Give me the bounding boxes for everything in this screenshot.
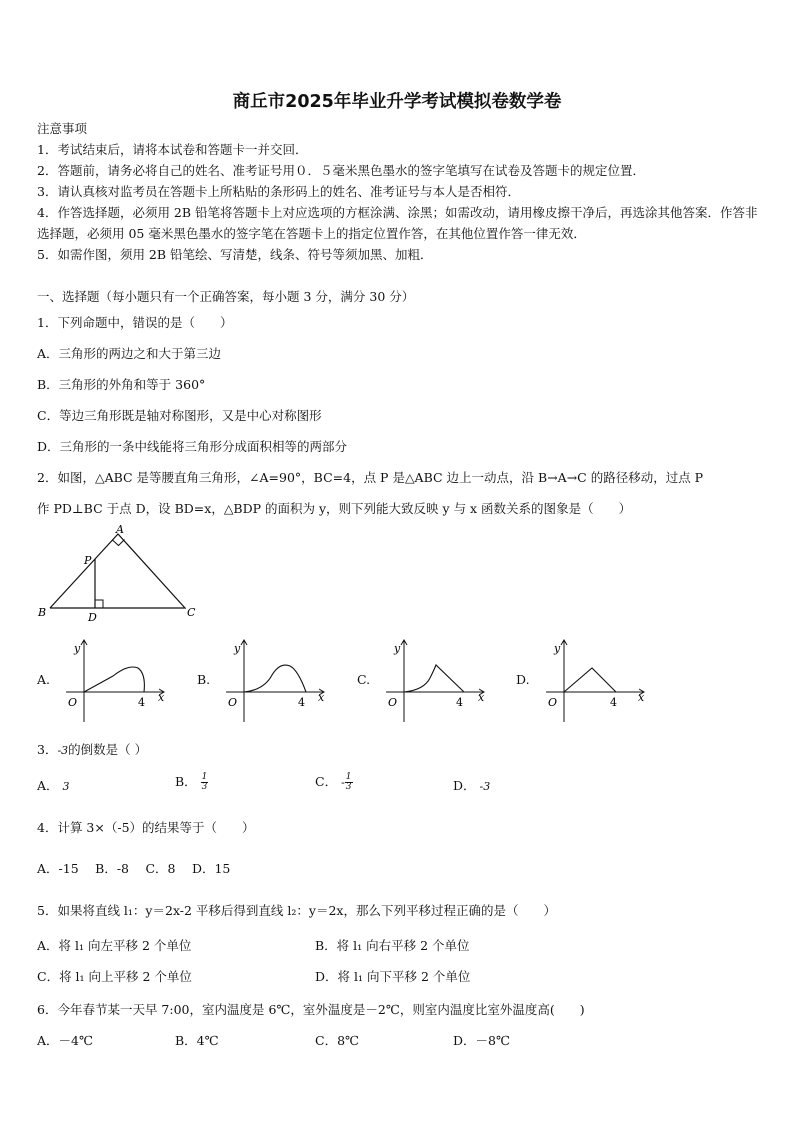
question-6-stem: 6．今年春节某一天早 7:00，室内温度是 6℃，室外温度是－2℃，则室内温度比室外温度高( ) — [37, 1002, 585, 1017]
note-item: 1．考试结束后，请将本试卷和答题卡一并交回． — [37, 142, 308, 157]
note-item: 3．请认真核对监考员在答题卡上所粘贴的条形码上的姓名、准考证号与本人是否相符． — [37, 184, 520, 199]
svg-text:x: x — [318, 691, 325, 704]
question-6-option-d: D．－8℃ — [453, 1033, 510, 1048]
svg-text:O: O — [548, 696, 558, 709]
note-item: 2．答题前，请务必将自己的姓名、准考证号用０．５毫米黑色墨水的签字笔填写在试卷及答题卡的规定位置． — [37, 163, 645, 178]
question-5-stem: 5．如果将直线 l₁：y＝2x-2 平移后得到直线 l₂：y＝2x，那么下列平移过程正确的是（ ） — [37, 903, 556, 918]
svg-text:O: O — [388, 696, 398, 709]
question-1-option-c: C．等边三角形既是轴对称图形，又是中心对称图形 — [37, 408, 322, 423]
page-title: 商丘市2025年毕业升学考试模拟卷数学卷 — [232, 92, 562, 112]
right-angle-mark-a — [113, 540, 125, 546]
triangle-figure — [30, 524, 205, 624]
question-1-option-a: A．三角形的两边之和大于第三边 — [37, 346, 222, 361]
right-angle-mark-d — [95, 600, 103, 608]
question-1-stem: 1．下列命题中，错误的是（ ） — [37, 315, 233, 330]
question-5-option-a: A．将 l₁ 向左平移 2 个单位 — [37, 938, 192, 953]
question-4-stem: 4．计算 3×（-5）的结果等于（ ） — [37, 820, 255, 835]
question-3-option-c: C． - $\frac{1}{3}$ — [315, 772, 352, 792]
question-1-option-b: B．三角形的外角和等于 360° — [37, 377, 206, 392]
label-p: P — [84, 554, 92, 567]
question-1-option-d: D．三角形的一条中线能将三角形分成面积相等的两部分 — [37, 439, 348, 454]
label-c: C — [187, 606, 196, 619]
question-4-options: A．-15 B．-8 C．8 D．15 — [37, 861, 231, 876]
question-2-stem-line2: 作 PD⊥BC 于点 D，设 BD=x，△BDP 的面积为 y，则下列能大致反映 y 与 x 函数关系的图象是（ ） — [37, 501, 632, 516]
graph-option-d — [538, 630, 658, 725]
note-item: 4．作答选择题，必须用 2B 铅笔将答题卡上对应选项的方框涂满、涂黑；如需改动，请用橡皮擦干净后，再选涂其他答案．作答非选择题，必须用 05 毫米黑色墨水的签字笔在答题卡上的指定位置作答，在其他位置作答一律无效． — [37, 205, 758, 241]
option-letter-c: C. — [357, 672, 371, 687]
question-6-option-a: A．－4℃ — [37, 1033, 93, 1048]
graph-option-c — [378, 630, 498, 725]
notes-heading: 注意事项 — [37, 121, 88, 136]
svg-text:x: x — [638, 691, 645, 704]
option-letter-d: D. — [516, 672, 530, 687]
option-letter-a: A. — [37, 672, 51, 687]
graph-option-b — [218, 630, 338, 725]
question-5-option-d: D．将 l₁ 向下平移 2 个单位 — [315, 969, 471, 984]
svg-text:y: y — [554, 642, 561, 655]
question-6-option-c: C．8℃ — [315, 1033, 360, 1048]
question-2-stem-line1: 2．如图，△ABC 是等腰直角三角形，∠A=90°，BC=4，点 P 是△ABC 边上一动点，沿 B→A→C 的路径移动，过点 P — [37, 470, 704, 485]
question-3-option-d: D． -3 — [453, 778, 491, 793]
label-a: A — [116, 524, 124, 536]
svg-text:4: 4 — [610, 696, 617, 709]
question-3-option-a: A． 3 — [37, 778, 70, 793]
svg-text:y: y — [234, 642, 241, 655]
label-b: B — [38, 606, 47, 619]
section-heading: 一、选择题（每小题只有一个正确答案，每小题 3 分，满分 30 分） — [37, 289, 415, 304]
option-letter-b: B. — [197, 672, 211, 687]
svg-text:y: y — [74, 642, 81, 655]
question-3-option-b: B． $\frac{1}{3}$ — [175, 772, 208, 792]
question-6-option-b: B．4℃ — [175, 1033, 219, 1048]
question-3-stem: 3．-3的倒数是（ ） — [37, 742, 148, 757]
svg-text:4: 4 — [456, 696, 463, 709]
svg-text:O: O — [68, 696, 78, 709]
svg-text:y: y — [394, 642, 401, 655]
question-5-option-b: B．将 l₁ 向右平移 2 个单位 — [315, 938, 470, 953]
svg-text:4: 4 — [298, 696, 305, 709]
svg-text:4: 4 — [138, 696, 145, 709]
label-d: D — [88, 611, 97, 624]
question-5-option-c: C．将 l₁ 向上平移 2 个单位 — [37, 969, 192, 984]
svg-text:O: O — [228, 696, 238, 709]
note-item: 5．如需作图，须用 2B 铅笔绘、写清楚，线条、符号等须加黑、加粗． — [37, 247, 433, 262]
svg-text:x: x — [158, 691, 165, 704]
svg-text:x: x — [478, 691, 485, 704]
graph-option-a — [58, 630, 178, 725]
